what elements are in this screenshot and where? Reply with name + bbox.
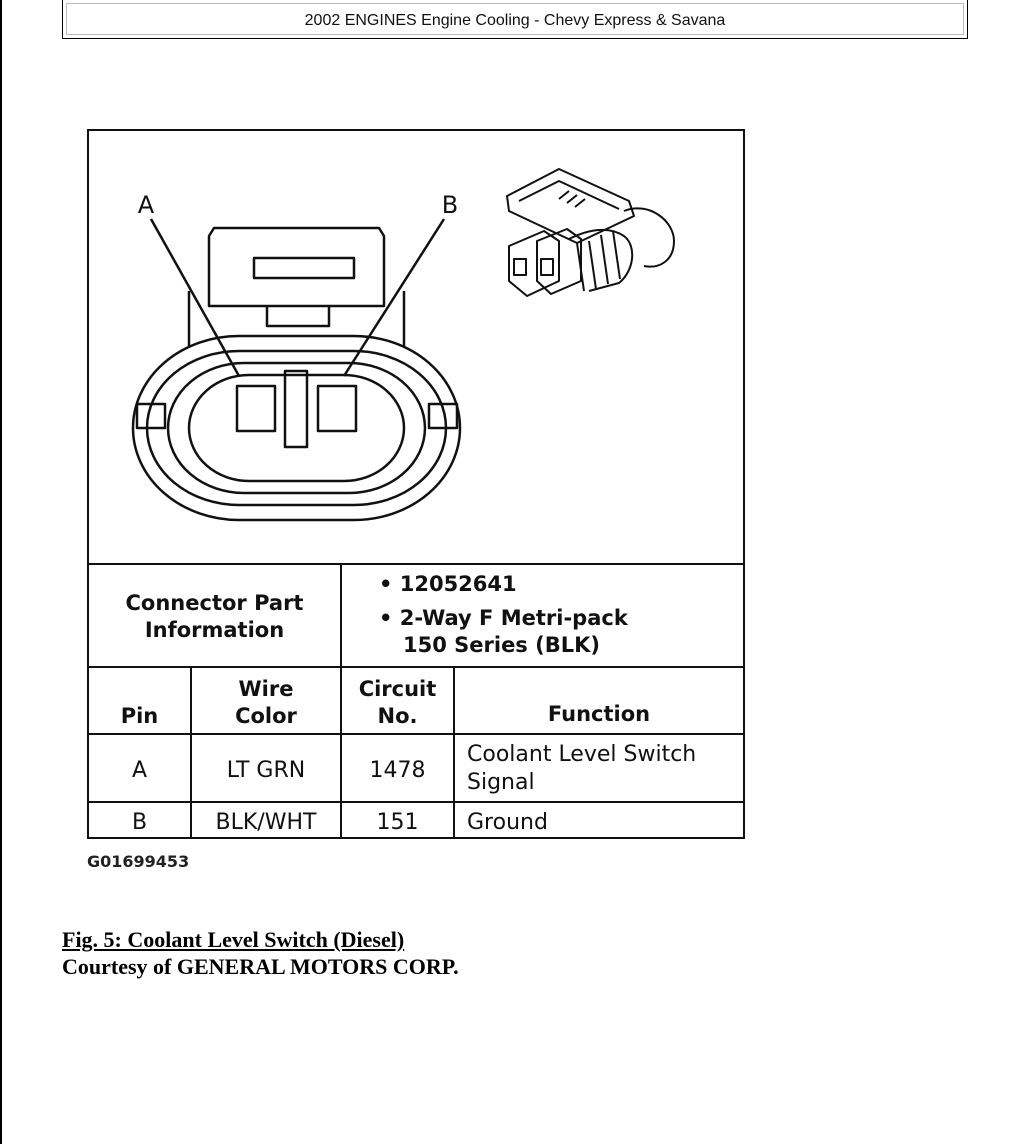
row-a-wire-color: LT GRN	[226, 758, 306, 783]
pin-a-label: A	[137, 191, 155, 219]
part-number-line: • 12052641	[379, 572, 517, 596]
table-top-rule	[89, 563, 743, 565]
description-line-2: 150 Series (BLK)	[403, 633, 600, 657]
housing-latch	[267, 306, 329, 326]
header-circuit-line-2: No.	[377, 704, 418, 728]
header-pin: Pin	[120, 704, 159, 728]
header-wire-color	[192, 676, 340, 730]
terminal-b	[318, 386, 356, 431]
figure-caption	[62, 926, 459, 980]
header-circuit-line-1: Circuit	[358, 677, 437, 701]
row-b-pin: B	[131, 810, 148, 835]
row-b-wire-color: BLK/WHT	[215, 810, 317, 835]
info-bottom-rule	[89, 666, 743, 668]
row-a-bottom-rule	[89, 801, 743, 803]
part-number: 12052641	[399, 572, 517, 596]
col-circuit-divider	[453, 666, 455, 837]
row-a-function	[467, 741, 743, 797]
terminal-a	[237, 386, 275, 431]
row-a-circuit: 1478	[369, 758, 426, 783]
page-title: 2002 ENGINES Engine Cooling - Chevy Express & Savana	[304, 12, 726, 29]
header-circuit	[342, 676, 453, 730]
header-bottom-rule	[89, 733, 743, 735]
connector-cavity	[189, 375, 404, 481]
row-a-function-line-2: Signal	[467, 770, 535, 795]
description-text-1: 2-Way F Metri-pack	[399, 606, 628, 630]
row-b-circuit: 151	[376, 810, 419, 835]
caption-title: Fig. 5: Coolant Level Switch (Diesel)	[62, 927, 405, 952]
header-function: Function	[547, 702, 651, 726]
housing-top	[209, 228, 384, 306]
figure-id: G01699453	[87, 852, 190, 871]
connector-figure	[87, 129, 745, 839]
pin-b-leader-line	[344, 219, 444, 376]
header-wire-color-line-2: Color	[235, 704, 297, 728]
connector-info-details	[379, 571, 739, 659]
page-left-border	[0, 0, 2, 1144]
page-header	[62, 0, 968, 39]
connector-drawing	[89, 131, 743, 566]
housing-slot	[254, 258, 354, 278]
connector-inner-shell	[168, 363, 425, 493]
caption-courtesy: Courtesy of GENERAL MOTORS CORP.	[62, 954, 459, 979]
row-a-function-line-1: Coolant Level Switch	[467, 742, 697, 767]
center-divider	[285, 371, 307, 447]
description-line-1: • 2-Way F Metri-pack	[379, 606, 628, 630]
header-wire-color-line-1: Wire	[238, 677, 294, 701]
pin-b-label: B	[441, 191, 459, 219]
connector-info-label-line-2: Information	[144, 618, 285, 642]
connector-info-label-line-1: Connector Part	[125, 591, 304, 615]
connector-iso-view	[507, 169, 674, 296]
row-a-pin: A	[131, 758, 148, 783]
row-b-function: Ground	[467, 810, 548, 835]
connector-info-label	[89, 590, 340, 644]
